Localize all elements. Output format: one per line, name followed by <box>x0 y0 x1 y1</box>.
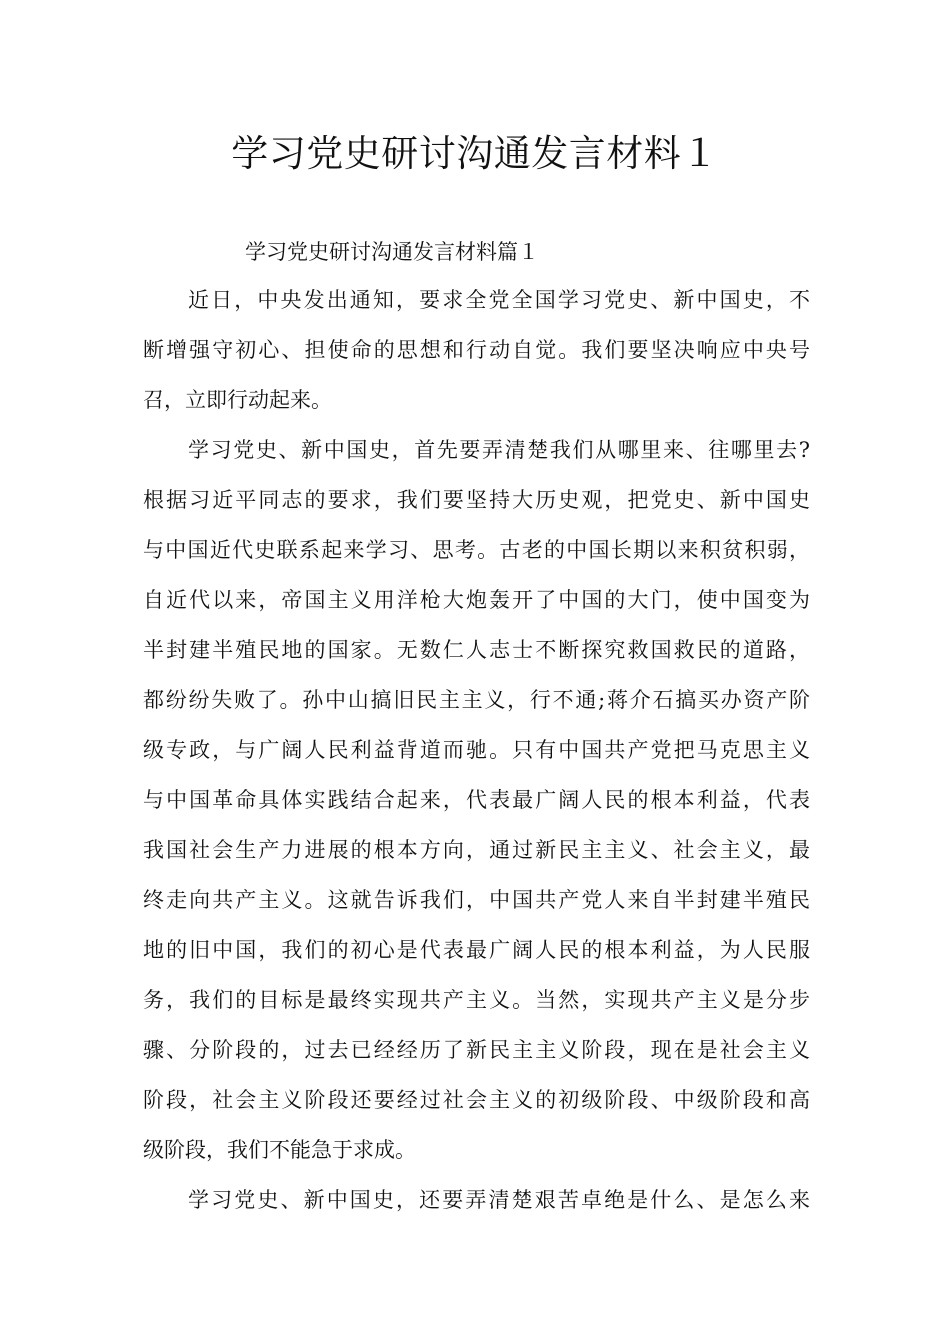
paragraph-line: 骤、分阶段的，过去已经经历了新民主主义阶段，现在是社会主义 <box>143 1038 810 1062</box>
paragraph-line: 级专政，与广阔人民利益背道而驰。只有中国共产党把马克思主义 <box>143 738 810 762</box>
paragraph-line: 地的旧中国，我们的初心是代表最广阔人民的根本利益，为人民服 <box>143 938 810 962</box>
paragraph-line: 学习党史、新中国史，首先要弄清楚我们从哪里来、往哪里去? <box>188 438 810 462</box>
document-title: 学习党史研讨沟通发言材料１ <box>231 132 719 175</box>
paragraph-line: 都纷纷失败了。孙中山搞旧民主主义，行不通;蒋介石搞买办资产阶 <box>143 688 810 712</box>
paragraph-line: 召，立即行动起来。 <box>143 388 332 412</box>
paragraph-2 <box>143 432 810 1182</box>
paragraph-3 <box>143 1182 810 1232</box>
paragraph-line: 我国社会生产力进展的根本方向，通过新民主主义、社会主义，最 <box>143 838 810 862</box>
section-heading: 学习党史研讨沟通发言材料篇１ <box>245 240 539 264</box>
paragraph-line: 与中国近代史联系起来学习、思考。古老的中国长期以来积贫积弱， <box>143 538 810 562</box>
paragraph-1 <box>143 282 810 432</box>
paragraph-line: 阶段，社会主义阶段还要经过社会主义的初级阶段、中级阶段和高 <box>143 1088 810 1112</box>
paragraph-line: 终走向共产主义。这就告诉我们，中国共产党人来自半封建半殖民 <box>143 888 810 912</box>
paragraph-line: 根据习近平同志的要求，我们要坚持大历史观，把党史、新中国史 <box>143 488 810 512</box>
paragraph-line: 近日，中央发出通知，要求全党全国学习党史、新中国史，不 <box>188 288 810 312</box>
paragraph-line: 半封建半殖民地的国家。无数仁人志士不断探究救国救民的道路， <box>143 638 810 662</box>
paragraph-line: 级阶段，我们不能急于求成。 <box>143 1138 416 1162</box>
paragraph-line: 断增强守初心、担使命的思想和行动自觉。我们要坚决响应中央号 <box>143 338 810 362</box>
paragraph-line: 务，我们的目标是最终实现共产主义。当然，实现共产主义是分步 <box>143 988 810 1012</box>
paragraph-line: 与中国革命具体实践结合起来，代表最广阔人民的根本利益，代表 <box>143 788 810 812</box>
paragraph-line: 自近代以来，帝国主义用洋枪大炮轰开了中国的大门，使中国变为 <box>143 588 810 612</box>
paragraph-line: 学习党史、新中国史，还要弄清楚艰苦卓绝是什么、是怎么来 <box>188 1188 810 1212</box>
